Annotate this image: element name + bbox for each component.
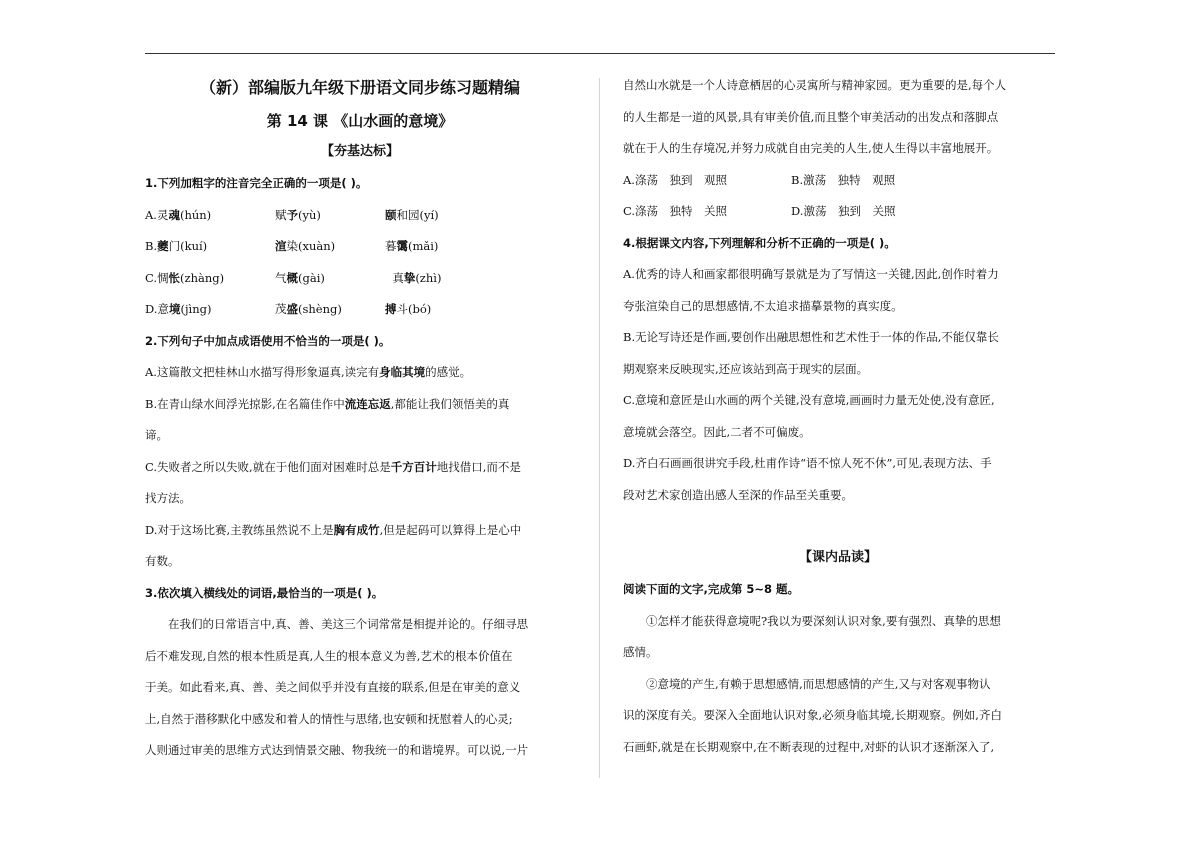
- question-4-stem: 4.根据课文内容,下列理解和分析不正确的一项是( )。: [623, 235, 896, 250]
- question-2-option-a: A.这篇散文把桂林山水描写得形象逼真,读完有身临其境的感觉。: [145, 365, 472, 379]
- question-1-option-d: D.意境(jìng) 茂盛(shèng) 搏斗(bó): [145, 302, 432, 316]
- spacer: [623, 511, 1053, 542]
- question-4-line: C.意境和意匠是山水画的两个关键,没有意境,画画时力量无处使,没有意匠,: [623, 393, 995, 407]
- column-divider: [599, 78, 600, 778]
- question-4-line: 期观察来反映现实,还应该站到高于现实的层面。: [623, 361, 869, 376]
- passage-line: 自然山水就是一个人诗意栖居的心灵寓所与精神家园。更为重要的是,每个人: [623, 78, 1007, 92]
- reading-paragraph-2-cont: 石画虾,就是在长期观察中,在不断表现的过程中,对虾的认识才逐渐深入了,: [623, 739, 995, 754]
- reading-instruction: 阅读下面的文字,完成第 5~8 题。: [623, 582, 800, 596]
- header-rule: [145, 53, 1055, 54]
- question-4-line: A.优秀的诗人和画家都很明确写景就是为了写情这一关键,因此,创作时着力: [623, 267, 999, 281]
- question-2-stem: 2.下列句子中加点成语使用不恰当的一项是( )。: [145, 333, 391, 348]
- passage-line: 上,自然于潜移默化中感发和着人的情性与思绪,也安顿和抚慰着人的心灵;: [145, 711, 513, 726]
- question-2-option-d: D.对于这场比赛,主教练虽然说不上是胸有成竹,但是起码可以算得上是心中: [145, 522, 522, 537]
- reading-paragraph-1: ①怎样才能获得意境呢?我以为要深刻认识对象,要有强烈、真挚的思想: [646, 613, 1001, 628]
- question-1-option-c: C.惆怅(zhàng) 气概(gài) 真挚(zhì): [145, 270, 442, 285]
- passage-line: 于美。如此看来,真、善、美之间似乎并没有直接的联系,但是在审美的意义: [145, 680, 521, 694]
- reading-paragraph-2-cont: 识的深度有关。要深入全面地认识对象,必须身临其境,长期观察。例如,齐白: [623, 708, 1002, 722]
- document-title: （新）部编版九年级下册语文同步练习题精编: [199, 78, 520, 97]
- question-2-option-d-cont: 有数。: [145, 554, 180, 568]
- reading-paragraph-1-cont: 感情。: [623, 645, 658, 659]
- question-2-option-b: B.在青山绿水间浮光掠影,在名篇佳作中流连忘返,都能让我们领悟美的真: [145, 396, 510, 411]
- passage-line: 人则通过审美的思维方式达到情景交融、物我统一的和谐境界。可以说,一片: [145, 743, 529, 757]
- question-4-line: D.齐白石画画很讲究手段,杜甫作诗“语不惊人死不休”,可见,表现方法、手: [623, 456, 992, 470]
- passage-line: 后不难发现,自然的根本性质是真,人生的根本意义为善,艺术的根本价值在: [145, 648, 513, 663]
- question-3-options-row: C.涤荡 独特 关照 D.激荡 独到 关照: [623, 204, 896, 218]
- question-2-option-c: C.失败者之所以失败,就在于他们面对困难时总是千方百计地找借口,而不是: [145, 459, 521, 474]
- left-column: [145, 70, 575, 767]
- question-2-option-b-cont: 谛。: [145, 428, 168, 442]
- question-3-options-row: A.涤荡 独到 观照 B.激荡 独特 观照: [623, 172, 896, 187]
- reading-paragraph-2: ②意境的产生,有赖于思想感情,而思想感情的产生,又与对客观事物认: [646, 676, 991, 691]
- passage-line: 就在于人的生存境况,并努力成就自由完美的人生,使人生得以丰富地展开。: [623, 141, 999, 155]
- question-2-option-c-cont: 找方法。: [145, 491, 191, 505]
- question-4-line: 意境就会落空。因此,二者不可偏废。: [623, 424, 811, 439]
- question-4-line: 段对艺术家创造出感人至深的作品至关重要。: [623, 487, 853, 502]
- section-heading-basic: 【夯基达标】: [320, 144, 399, 159]
- right-column: [623, 70, 1053, 763]
- passage-line: 的人生都是一道的风景,具有审美价值,而且整个审美活动的出发点和落脚点: [623, 109, 999, 124]
- question-4-line: 夸张渲染自己的思想感情,不太追求描摹景物的真实度。: [623, 298, 903, 313]
- lesson-title: 第 14 课 《山水画的意境》: [266, 112, 454, 130]
- section-heading-reading: 【课内品读】: [798, 550, 877, 565]
- question-4-line: B.无论写诗还是作画,要创作出融思想性和艺术性于一体的作品,不能仅靠长: [623, 330, 999, 344]
- passage-line: 在我们的日常语言中,真、善、美这三个词常常是相提并论的。仔细寻思: [168, 617, 529, 631]
- question-1-option-b: B.夔门(kuí) 渲染(xuàn) 暮霭(mǎi): [145, 239, 439, 253]
- question-3-stem: 3.依次填入横线处的词语,最恰当的一项是( )。: [145, 585, 384, 600]
- question-1-stem: 1.下列加粗字的注音完全正确的一项是( )。: [145, 176, 368, 190]
- question-1-option-a: A.灵魂(hún) 赋予(yù) 颐和园(yí): [145, 207, 439, 222]
